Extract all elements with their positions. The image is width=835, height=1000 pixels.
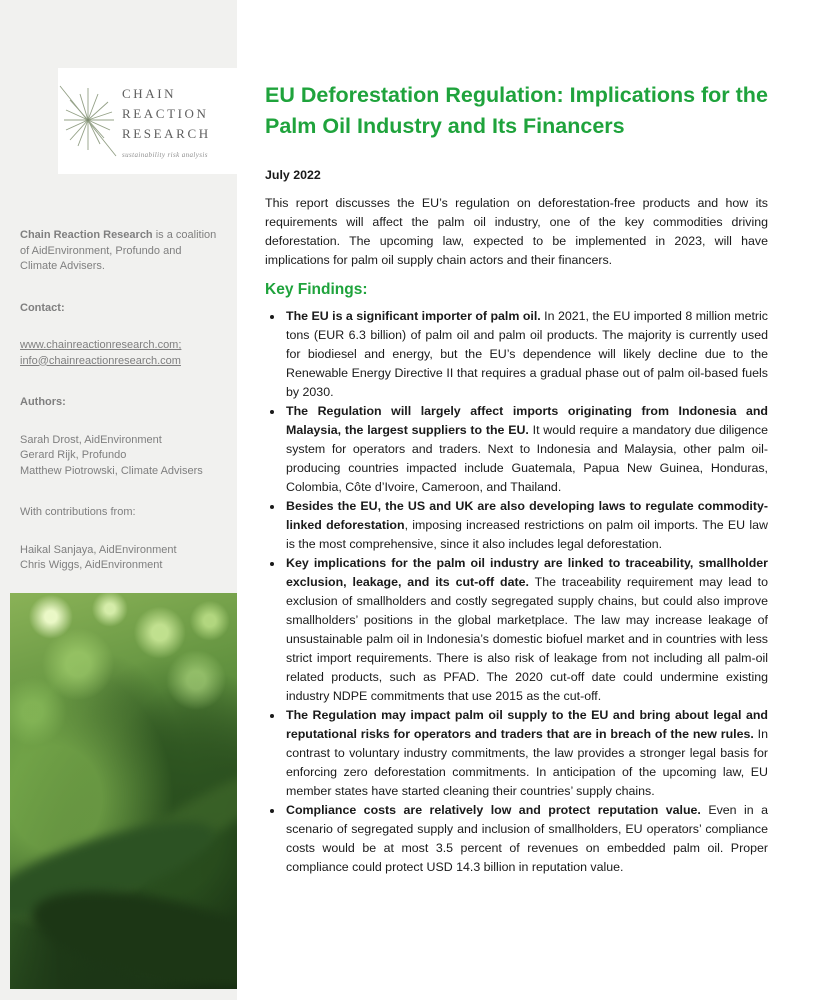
intro-paragraph: This report discusses the EU’s regulation on deforestation-free products and how its requirements will affect the palm oil industry, one of the key commodities driving deforestation. The upcoming law, expected to be implemented in 2023, will have implications for palm oil supply chain actors and their financers. [265, 196, 768, 267]
coalition-bold: Chain Reaction Research [20, 229, 153, 241]
contributor-name: Haikal Sanjaya, AidEnvironment [20, 543, 177, 556]
key-findings-list [265, 307, 768, 877]
key-finding-text: It would require a mandatory due diligence system for operators and traders. Next to Indonesia and Malaysia, other palm oil-producing countries impacted include Guatemala, Papua New Guinea, Honduras, Colombia, Côte d’Ivoire, Cameroon, and Thailand. [286, 423, 768, 494]
key-finding-lead: Key implications for the palm oil industry are linked to traceability, smallholder exclusion, leakage, and its cut-off date. [286, 556, 768, 589]
key-finding-item [284, 402, 768, 497]
logo-word-chain: CHAIN [122, 85, 177, 101]
report-body [265, 0, 768, 877]
email-link[interactable]: info@chainreactionresearch.com [20, 354, 181, 367]
logo-word-research: RESEARCH [122, 125, 211, 141]
contact-label: Contact: [20, 301, 65, 314]
coalition-text [20, 228, 221, 275]
report-date: July 2022 [265, 168, 321, 182]
contributor-name: Chris Wiggs, AidEnvironment [20, 559, 163, 571]
key-finding-text: The traceability requirement may lead to exclusion of smallholders and costly segregated supply chains, but could also improve smallholders’ positions in the global marketplace. The law may increase leakage of unsustainable palm oil in Indonesia’s domestic biofuel market and in countries with less strict import requirements. There is also risk of leakage from not including all palm-oil related products, such as PFAD. The 2020 cut-off date could undermine existing industry NDPE commitments that use 2015 as the cut-off. [286, 575, 768, 703]
key-finding-item [284, 497, 768, 554]
key-finding-text: In 2021, the EU imported 8 million metric tons (EUR 6.3 billion) of palm oil and palm oil products. The majority is currently used for biodiesel and energy, but the EU’s dependence will likely decline due to the Renewable Energy Directive II that requires a gradual phase out of palm oil-based fuels by 2030. [286, 309, 768, 399]
starburst-icon [58, 72, 120, 170]
key-finding-item [284, 554, 768, 706]
key-finding-lead: The EU is a significant importer of palm oil. [286, 309, 541, 323]
contributors-list [20, 543, 221, 574]
key-finding-lead: The Regulation may impact palm oil supply to the EU and bring about legal and reputational risks for operators and traders that are in breach of the new rules. [286, 708, 768, 741]
contact-links [20, 338, 221, 369]
key-finding-item [284, 706, 768, 801]
contributions-label: With contributions from: [20, 506, 136, 518]
key-finding-lead: Compliance costs are relatively low and protect reputation value. [286, 803, 701, 817]
key-finding-lead: The Regulation will largely affect imports originating from Indonesia and Malaysia, the largest suppliers to the EU. [286, 404, 768, 437]
sidebar-content [0, 228, 237, 600]
logo-tagline: sustainability risk analysis [122, 150, 208, 159]
key-finding-item [284, 307, 768, 402]
forest-photo [10, 593, 237, 989]
key-finding-lead: Besides the EU, the US and UK are also developing laws to regulate commodity-linked deforestation [286, 499, 768, 532]
website-link[interactable]: www.chainreactionresearch.com; [20, 339, 182, 351]
key-findings-heading: Key Findings: [265, 281, 368, 298]
sidebar [0, 0, 237, 1000]
crr-logo [58, 68, 237, 174]
key-finding-item [284, 801, 768, 877]
author-name: Sarah Drost, AidEnvironment [20, 433, 162, 446]
key-finding-text: Even in a scenario of segregated supply and inclusion of smallholders, EU operators’ compliance costs would be at most 3.5 percent of revenues on embedded palm oil. Proper compliance could protect USD 14.3 billion in reputation value. [286, 803, 768, 874]
logo-text [120, 84, 231, 159]
author-name: Matthew Piotrowski, Climate Advisers [20, 464, 203, 477]
authors-label: Authors: [20, 396, 66, 408]
report-title: EU Deforestation Regulation: Implications for the Palm Oil Industry and Its Financers [265, 83, 768, 138]
key-finding-text: , imposing increased restrictions on palm oil imports. The EU law is the most comprehensive, since it also includes legal deforestation. [286, 518, 768, 551]
logo-word-reaction: REACTION [122, 105, 209, 121]
coalition-rest: is a coalition of AidEnvironment, Profundo and Climate Advisers. [20, 229, 217, 272]
author-name: Gerard Rijk, Profundo [20, 449, 127, 461]
authors-list [20, 433, 221, 480]
key-finding-text: In contrast to voluntary industry commitments, the law provides a stronger legal basis for enforcing zero deforestation commitments. In anticipation of the upcoming law, EU member states have started cleaning their countries’ supply chains. [286, 727, 768, 798]
